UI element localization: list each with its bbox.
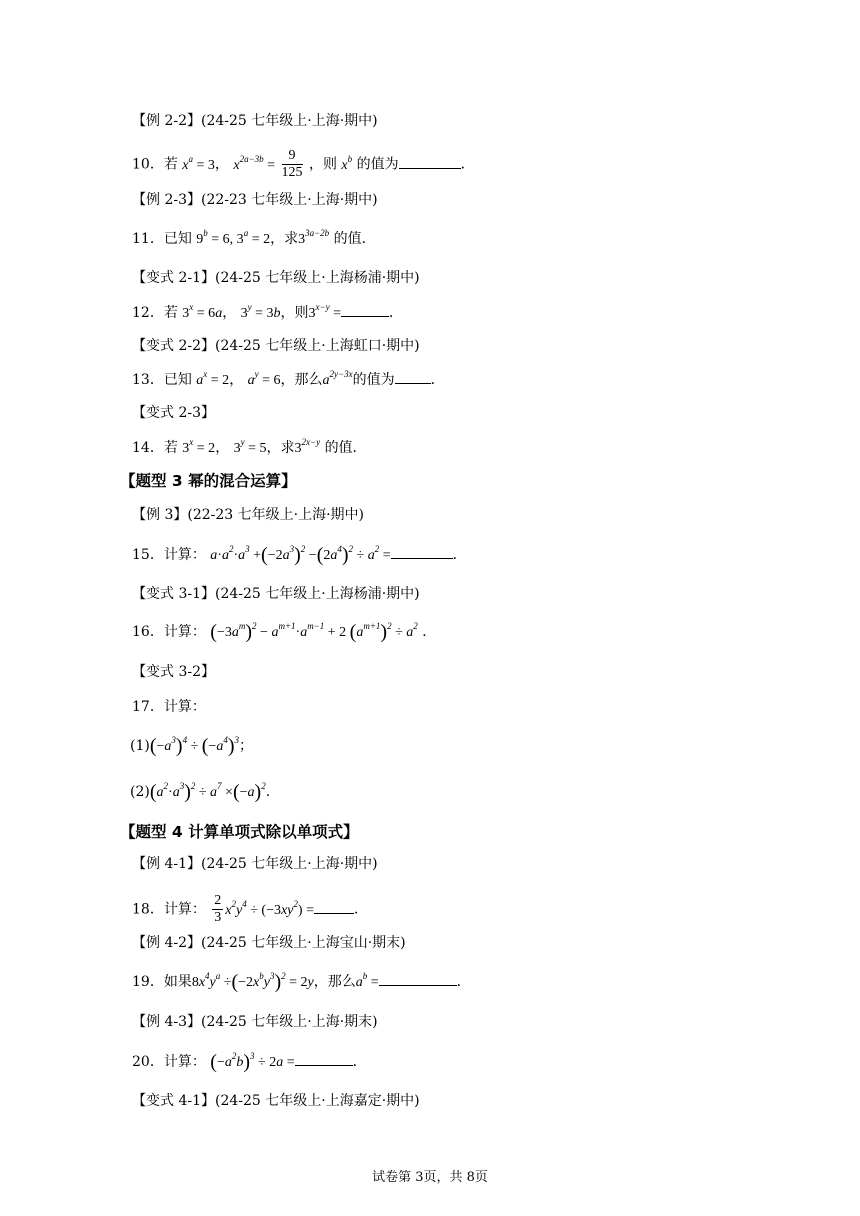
answer-blank[interactable] [314, 901, 354, 914]
answer-blank[interactable] [295, 1053, 353, 1066]
q10-tail: 的值为 [356, 156, 399, 173]
variant-2-2-header: 【变式 2-2】(24-25 七年级上·上海虹口·期中) [132, 338, 420, 354]
answer-blank[interactable] [399, 156, 461, 169]
part-2-end: ． [265, 784, 280, 800]
q10-end: ． [460, 156, 475, 173]
question-16: 16．计算： $(-3a^m)^2 - a^{m+1}\cdot a^{m-1} + 2$ $(a^{m+1})^2 \div a^2$ ． [132, 621, 437, 643]
part-2-label: (2) [130, 784, 150, 800]
q13-number: 13．已知 [132, 372, 192, 388]
q13-tail: 的值为 [352, 372, 395, 388]
q19-number: 19．如果 [132, 974, 192, 990]
question-13: 13．已知 $a^x = 2$， $a^y = 6$，那么$a^{2y-3x}$的值为 ． [132, 369, 445, 388]
answer-blank[interactable] [391, 546, 453, 559]
q10-connector: ，则 [308, 156, 337, 173]
fraction-9-125: $\frac{9}{125}$ [281, 148, 303, 180]
q11-number: 11．已知 [132, 231, 192, 247]
q18-end: ． [353, 901, 368, 918]
q13-connector: ，那么 [280, 372, 323, 388]
variant-4-1-header: 【变式 4-1】(24-25 七年级上·上海嘉定·期中) [132, 1093, 420, 1109]
variant-3-2-header: 【变式 3-2】 [132, 664, 215, 680]
q16-end: ． [422, 624, 437, 640]
part-1-label: (1) [130, 738, 150, 754]
page-footer: 试卷第 3页，共 8页 [372, 1170, 488, 1185]
question-11: 11．已知 9$^b$ = 6, 3$^a$ = 2，求$3^{3a-2b}$ 的值． [132, 228, 376, 247]
q15-number: 15．计算： [132, 547, 206, 563]
q12-connector: ，则 [280, 305, 309, 321]
fraction-2-3: $\frac{2}{3}$ [214, 893, 222, 925]
q16-number: 16．计算： [132, 624, 206, 640]
q14-tail: 的值． [324, 440, 367, 456]
example-4-1-header: 【例 4-1】(24-25 七年级上·上海·期中) [132, 856, 378, 872]
q19-end: ． [456, 974, 471, 990]
question-17-part-1: $(1)(-a^3)^4 \div (-a^4)^3$； [130, 735, 254, 757]
question-18: 18．计算： $\frac{2}{3}$ $x^2y^4 \div (-3xy^2)$ = ． [132, 893, 368, 925]
question-12: 12．若 3$^x$ = 6a， 3$^y$ = 3b，则$3^{x-y}$ = ． [132, 302, 404, 321]
example-2-3-header: 【例 2-3】(22-23 七年级上·上海·期中) [132, 192, 378, 208]
q11-tail: 的值． [333, 231, 376, 247]
q15-end: ． [452, 547, 467, 563]
question-19: 19．如果$8x^4y^a \div(-2x^by^3)^2 = 2y$，那么$a^b$ = ． [132, 971, 471, 993]
q12-number: 12．若 [132, 305, 178, 321]
variant-2-1-header: 【变式 2-1】(24-25 七年级上·上海杨浦·期中) [132, 270, 420, 286]
q12-end: ． [389, 305, 404, 321]
q14-connector: ，求 [266, 440, 295, 456]
example-2-2-header: 【例 2-2】(24-25 七年级上·上海·期中) [132, 113, 378, 129]
example-4-2-header: 【例 4-2】(24-25 七年级上·上海宝山·期末) [132, 935, 406, 951]
answer-blank[interactable] [341, 304, 389, 317]
example-3-header: 【例 3】(22-23 七年级上·上海·期中) [132, 507, 364, 523]
q19-connector: ，那么 [313, 974, 356, 990]
section-3-heading: 【题型 3 幂的混合运算】 [120, 472, 297, 490]
question-17: 17．计算： [132, 699, 206, 715]
q14-number: 14．若 [132, 440, 178, 456]
example-4-3-header: 【例 4-3】(24-25 七年级上·上海·期末) [132, 1014, 378, 1030]
question-17-part-2: $(2)(a^2\cdot a^3)^2 \div a^7 \times(-a)^2$． [130, 781, 280, 803]
question-20: 20．计算： $(-a^2b)^3 \div 2a$ = ． [132, 1051, 367, 1073]
section-4-heading: 【题型 4 计算单项式除以单项式】 [120, 823, 359, 841]
answer-blank[interactable] [379, 973, 457, 986]
q11-connector: ，求 [270, 231, 299, 247]
q18-number: 18．计算： [132, 901, 206, 918]
variant-2-3-header: 【变式 2-3】 [132, 405, 215, 421]
part-1-end: ； [239, 738, 254, 754]
variant-3-1-header: 【变式 3-1】(24-25 七年级上·上海杨浦·期中) [132, 586, 420, 602]
q20-number: 20．计算： [132, 1054, 206, 1070]
question-15: 15．计算： $a\cdot a^2\cdot a^3 +(-2a^3)^2 -(2a^4)^2 \div a^2$ = ． [132, 544, 467, 566]
q20-end: ． [352, 1054, 367, 1070]
question-10: 10．若 $x^a = 3$， $x^{2a-3b}$ = $\frac{9}{125}$ ，则 $x^b$ 的值为 ． [132, 148, 475, 180]
answer-blank[interactable] [395, 371, 431, 384]
q10-number: 10．若 [132, 156, 178, 173]
q13-end: ． [430, 372, 445, 388]
question-14: 14．若 3$^x$ = 2， 3$^y$ = 5，求$3^{2x-y}$ 的值． [132, 437, 367, 456]
